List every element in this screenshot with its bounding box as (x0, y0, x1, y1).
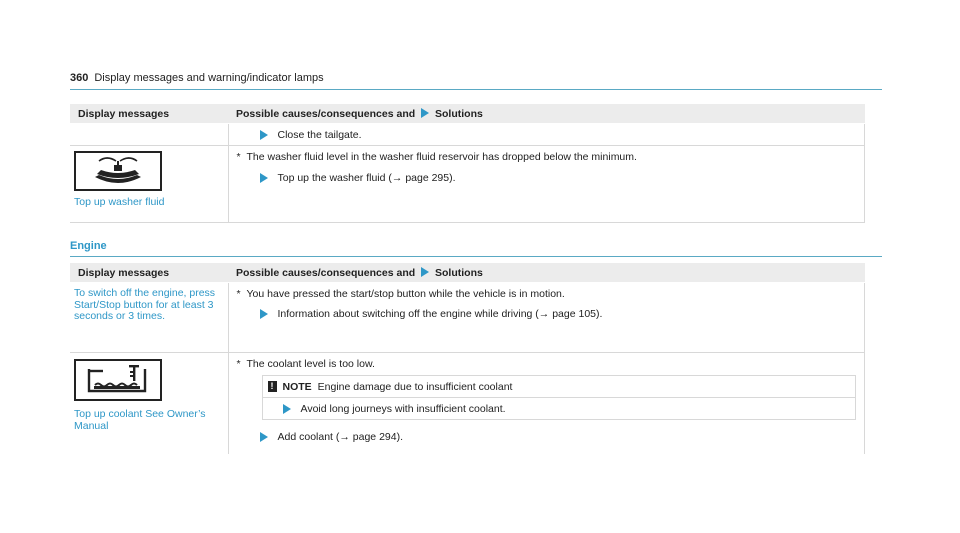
table-header-row (70, 263, 865, 283)
section-title-engine: Engine (70, 240, 107, 252)
column-header-display-messages: Display messages (70, 104, 228, 124)
header-rule (70, 89, 882, 90)
page-number: 360 (70, 72, 89, 84)
cause-coolant-low: The coolant level is too low. (246, 358, 375, 370)
table-row: To switch off the engine, press Start/Stop button for at least 3 seconds or 3 times. * You have pressed the start/stop button while the vehicle is in motion. Information about switching off the engine while driving (→ page 105). (70, 283, 865, 353)
step-close-tailgate: Close the tailgate. (277, 128, 362, 141)
label-top-up-coolant: Top up coolant See Owner’s Manual (74, 408, 206, 432)
cause-start-stop: You have pressed the start/stop button while the vehicle is in motion. (246, 288, 565, 300)
section-rule (70, 256, 882, 257)
column-header-causes: Possible causes/consequences and Solutions (228, 263, 865, 283)
arrow-right-icon (260, 130, 268, 140)
display-messages-table-2 (70, 263, 865, 454)
coolant-level-icon (74, 359, 162, 401)
table-header-row (70, 104, 865, 124)
arrow-right-icon (283, 404, 291, 414)
list-item (229, 124, 865, 145)
list-item (229, 426, 865, 447)
list-item (263, 398, 856, 419)
table-row: Top up coolant See Owner’s Manual * The coolant level is too low. ! NOTE Engine damage due to insufficient coolant Avoid long journeys with insufficient coolant. Add coolant (→ page 294). (70, 353, 865, 455)
note-label: NOTE (282, 380, 312, 393)
page-header (70, 72, 324, 84)
list-item (229, 303, 865, 324)
label-top-up-washer-fluid: Top up washer fluid (74, 196, 165, 208)
washer-fluid-icon (74, 151, 162, 191)
table-row: Top up washer fluid * The washer fluid level in the washer fluid reservoir has dropped below the minimum. Top up the washer fluid (→ page 295). (70, 146, 865, 223)
note-text: Engine damage due to insufficient coolant (317, 380, 513, 393)
column-header-causes: Possible causes/consequences and Solutions (228, 104, 865, 124)
note-box (262, 375, 857, 420)
step-avoid-journeys: Avoid long journeys with insufficient coolant. (300, 402, 506, 415)
display-messages-table-1 (70, 104, 865, 223)
warning-icon: ! (268, 381, 277, 392)
arrow-right-icon (260, 432, 268, 442)
page-header-title: Display messages and warning/indicator lamps (94, 72, 324, 84)
arrow-right-icon (421, 267, 429, 277)
step-switch-off-info: Information about switching off the engine while driving (→ page 105). (277, 307, 603, 320)
list-item (229, 167, 865, 188)
column-header-display-messages: Display messages (70, 263, 228, 283)
arrow-right-icon (260, 173, 268, 183)
table-row (70, 124, 865, 146)
label-switch-off-engine: To switch off the engine, press Start/Stop button for at least 3 seconds or 3 times. (74, 287, 216, 322)
cause-washer-fluid: The washer fluid level in the washer fluid reservoir has dropped below the minimum. (246, 151, 637, 163)
step-top-up-washer: Top up the washer fluid (→ page 295). (277, 171, 456, 184)
arrow-right-icon (260, 309, 268, 319)
arrow-right-icon (421, 108, 429, 118)
step-add-coolant: Add coolant (→ page 294). (277, 430, 403, 443)
